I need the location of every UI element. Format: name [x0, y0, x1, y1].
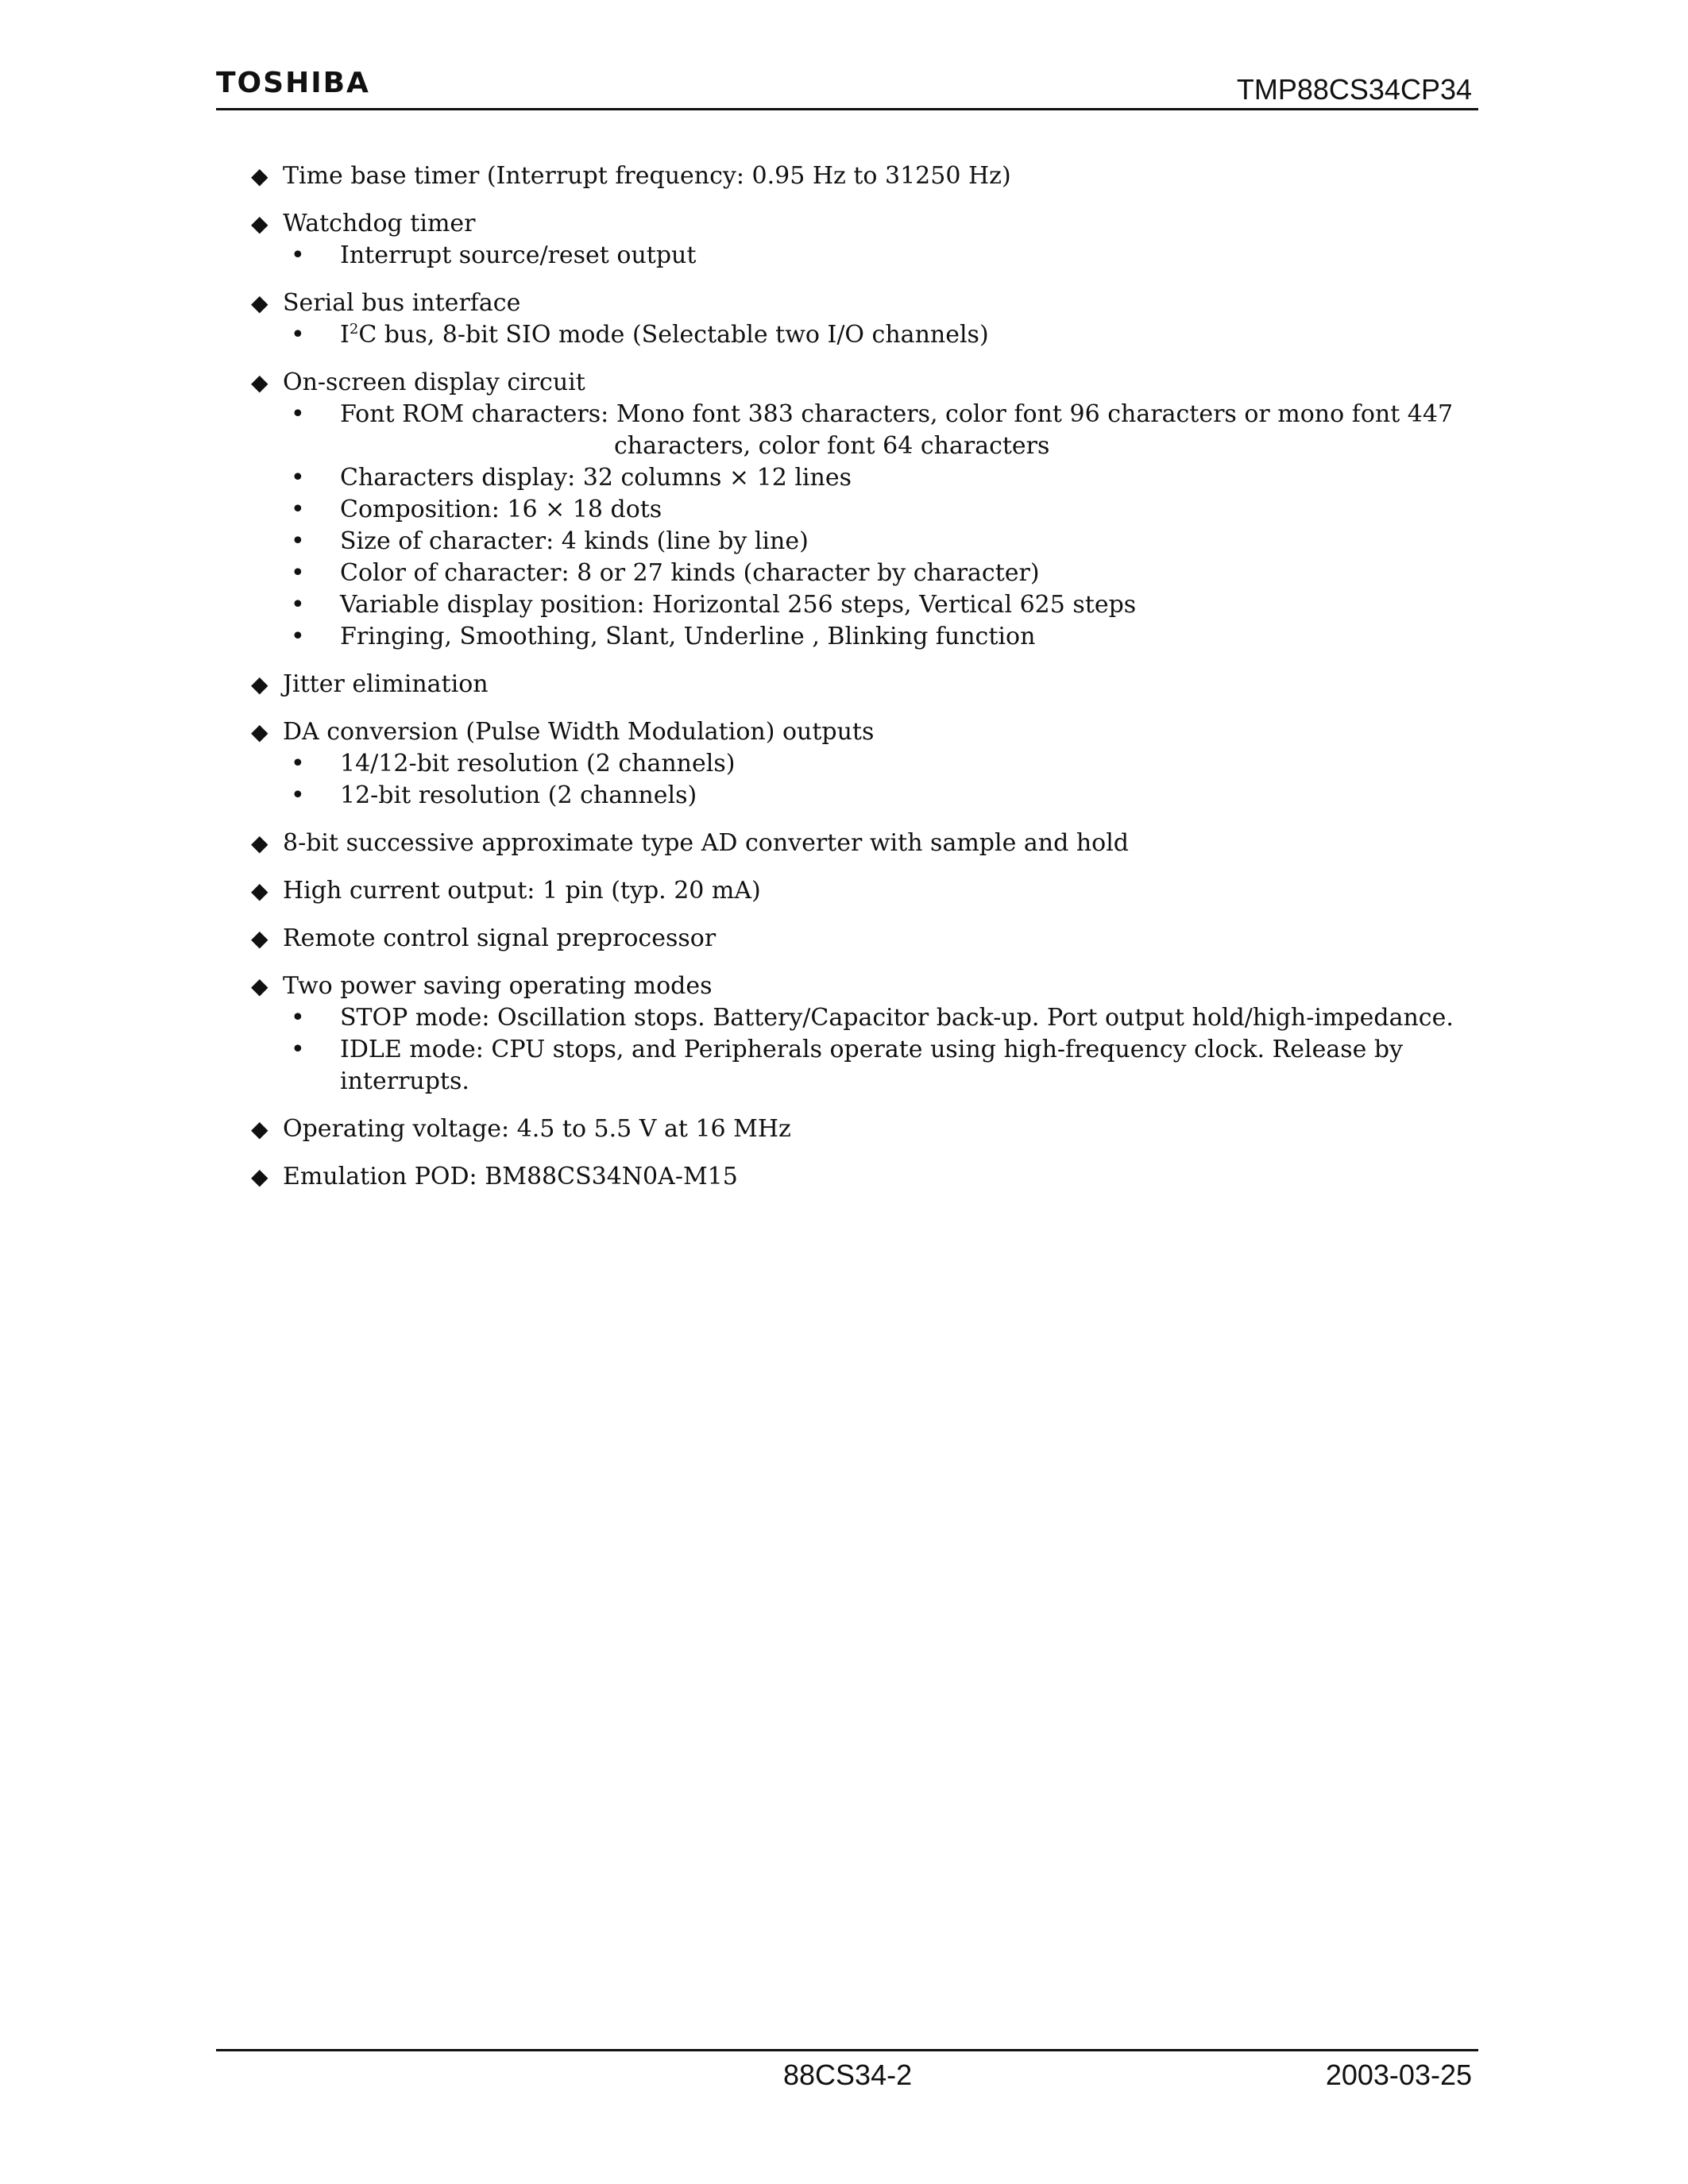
bullet-dot-icon: • — [291, 496, 305, 523]
bullet-dot-icon: • — [291, 464, 305, 492]
list-item: • $I^2C$ bus, 8-bit SIO mode (Selectable two I/O channels) — [291, 319, 1490, 351]
feature-list — [251, 160, 1490, 1209]
bullet-dot-icon: • — [291, 321, 305, 349]
page-number: 88CS34-2 — [783, 2059, 913, 2091]
list-item: • Interrupt source/reset output — [291, 240, 1490, 272]
feature-power-saving: ◆ Two power saving operating modes • STOP mode: Oscillation stops. Battery/Capacitor back-up. Port output hold/high-impedance. • IDLE mode: CPU stops, and Peripherals operate using high-frequency clock. Release by interrupts. — [251, 970, 1490, 1098]
feature-operating-voltage: ◆ Operating voltage: 4.5 to 5.5 V at 16 MHz — [251, 1113, 1490, 1145]
bullet-dot-icon: • — [291, 781, 305, 809]
list-item: • IDLE mode: CPU stops, and Peripherals operate using high-frequency clock. Release by interrupts. — [291, 1034, 1490, 1098]
feature-jitter: ◆ Jitter elimination — [251, 669, 1490, 700]
header-divider — [216, 108, 1478, 110]
bullet-dot-icon: • — [291, 750, 305, 778]
feature-serial-bus: ◆ Serial bus interface • $I^2C$ bus, 8-bit SIO mode (Selectable two I/O channels) — [251, 287, 1490, 351]
diamond-bullet-icon: ◆ — [251, 290, 268, 316]
list-item: • Fringing, Smoothing, Slant, Underline , Blinking function — [291, 621, 1490, 653]
list-item: • Composition: 16 × 18 dots — [291, 494, 1490, 526]
diamond-bullet-icon: ◆ — [251, 1116, 268, 1142]
diamond-bullet-icon: ◆ — [251, 973, 268, 999]
bullet-dot-icon: • — [291, 241, 305, 269]
feature-time-base: ◆ Time base timer (Interrupt frequency: 0.95 Hz to 31250 Hz) — [251, 160, 1490, 192]
feature-remote-control: ◆ Remote control signal preprocessor — [251, 923, 1490, 955]
diamond-bullet-icon: ◆ — [251, 671, 268, 697]
diamond-bullet-icon: ◆ — [251, 719, 268, 745]
list-item: • Variable display position: Horizontal 256 steps, Vertical 625 steps — [291, 589, 1490, 621]
bullet-dot-icon: • — [291, 559, 305, 587]
feature-osd: ◆ On-screen display circuit • Font ROM characters: Mono font 383 characters, color font 96 characters or mono font 447 characters, color font 64 characters • Characters display: 32 columns × 12 lines • Composition: 16 × 18 dots • Size of character: 4 kinds (line by line) • Color of character: 8 or 27 kinds (character by character) • Variable display position: Horizontal 256 steps, Vertical 625 steps • Fringing, Smoothing, Slant, Underline , Blinking function — [251, 367, 1490, 653]
list-item: • Size of character: 4 kinds (line by line) — [291, 526, 1490, 558]
list-item: • Characters display: 32 columns × 12 lines — [291, 462, 1490, 494]
diamond-bullet-icon: ◆ — [251, 163, 268, 189]
diamond-bullet-icon: ◆ — [251, 369, 268, 396]
list-item: • STOP mode: Oscillation stops. Battery/Capacitor back-up. Port output hold/high-impedance. — [291, 1002, 1490, 1034]
document-id: TMP88CS34CP34 — [1236, 73, 1472, 106]
bullet-dot-icon: • — [291, 1004, 305, 1032]
feature-da-conversion: ◆ DA conversion (Pulse Width Modulation) outputs • 14/12-bit resolution (2 channels) • 12-bit resolution (2 channels) — [251, 716, 1490, 812]
bullet-dot-icon: • — [291, 623, 305, 650]
footer-divider — [216, 2049, 1478, 2051]
diamond-bullet-icon: ◆ — [251, 925, 268, 951]
list-item: • Font ROM characters: Mono font 383 characters, color font 96 characters or mono font 447 characters, color font 64 characters — [291, 399, 1490, 462]
feature-emulation-pod: ◆ Emulation POD: BM88CS34N0A-M15 — [251, 1161, 1490, 1193]
feature-high-current: ◆ High current output: 1 pin (typ. 20 mA) — [251, 875, 1490, 907]
diamond-bullet-icon: ◆ — [251, 1163, 268, 1190]
diamond-bullet-icon: ◆ — [251, 210, 268, 237]
bullet-dot-icon: • — [291, 527, 305, 555]
list-item: • 14/12-bit resolution (2 channels) — [291, 748, 1490, 780]
feature-watchdog: ◆ Watchdog timer • Interrupt source/reset output — [251, 208, 1490, 272]
list-item: • Color of character: 8 or 27 kinds (character by character) — [291, 558, 1490, 589]
document-date: 2003-03-25 — [1325, 2059, 1472, 2091]
list-item: • 12-bit resolution (2 channels) — [291, 780, 1490, 812]
bullet-dot-icon: • — [291, 591, 305, 619]
diamond-bullet-icon: ◆ — [251, 830, 268, 856]
diamond-bullet-icon: ◆ — [251, 878, 268, 904]
bullet-dot-icon: • — [291, 400, 305, 428]
toshiba-logo: TOSHIBA — [216, 67, 370, 99]
bullet-dot-icon: • — [291, 1036, 305, 1063]
feature-ad-converter: ◆ 8-bit successive approximate type AD converter with sample and hold — [251, 828, 1490, 859]
